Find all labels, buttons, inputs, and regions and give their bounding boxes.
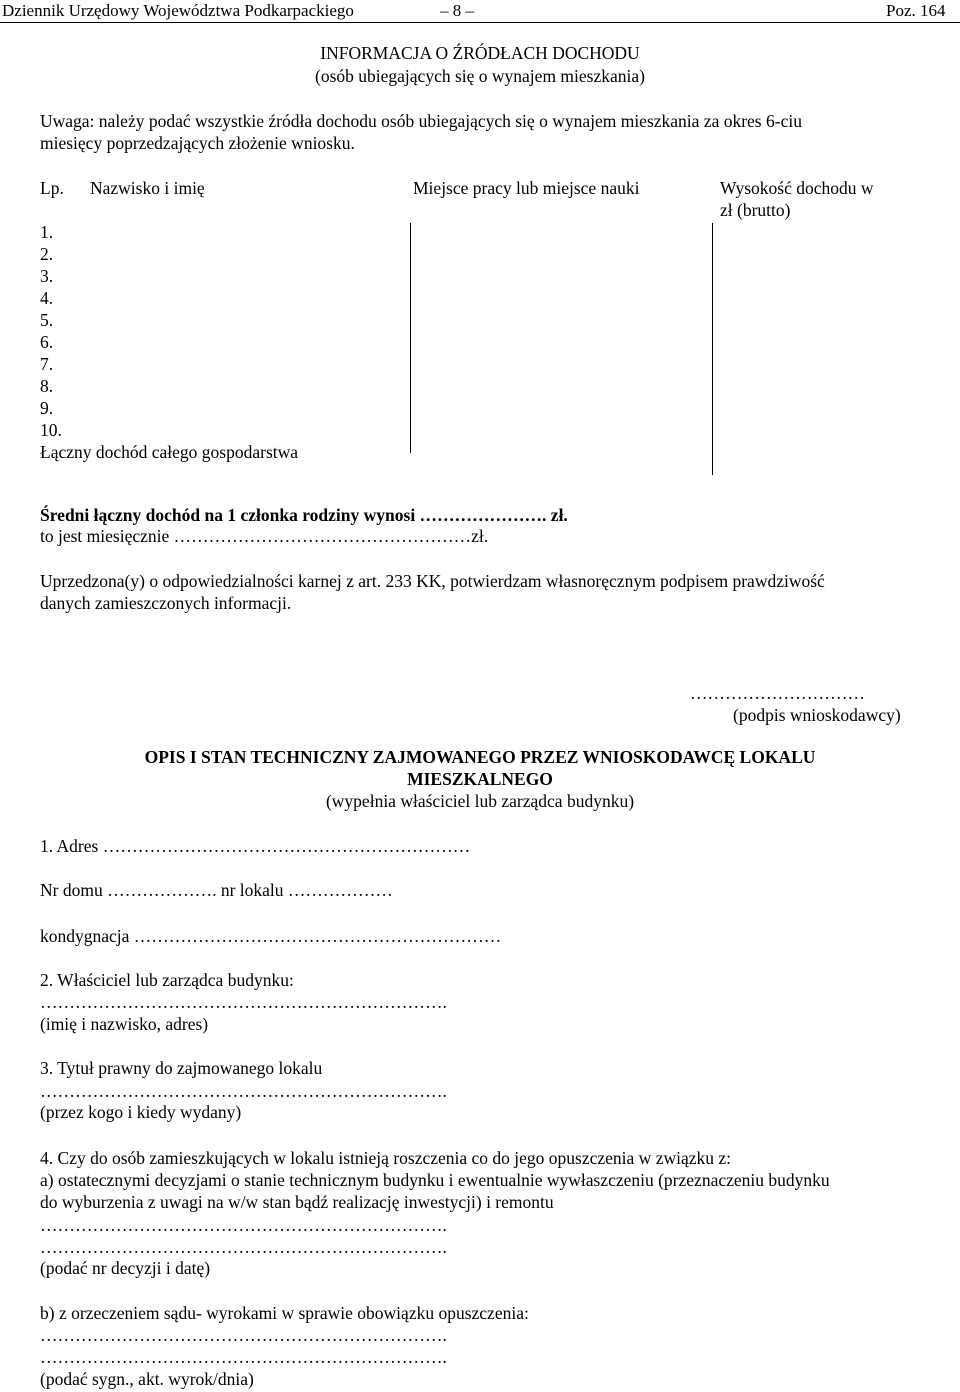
claims-a-hint: (podać nr decyzji i datę) xyxy=(40,1258,211,1278)
table-total-row xyxy=(40,441,920,463)
table-row xyxy=(40,397,920,419)
row-number: 2. xyxy=(40,244,54,264)
claims-heading: 4. Czy do osób zamieszkujących w lokalu istnieją roszczenia co do jego opuszczenia w związku z: xyxy=(40,1148,732,1168)
income-title: INFORMACJA O ŹRÓDŁACH DOCHODU xyxy=(320,43,640,63)
header-income-line2: zł (brutto) xyxy=(720,200,791,220)
claims-b-hint: (podać sygn., akt. wyrok/dnia) xyxy=(40,1369,254,1389)
table-row xyxy=(40,353,920,375)
row-number: 7. xyxy=(40,354,54,374)
table-row xyxy=(40,331,920,353)
signature-dots: ………………………… xyxy=(690,683,865,703)
claims-a-dots1: ……………………………………………………………. xyxy=(40,1215,447,1235)
table-row xyxy=(40,375,920,397)
row-number: 6. xyxy=(40,332,54,352)
table-row xyxy=(40,287,920,309)
description-subtitle: (wypełnia właściciel lub zarządca budynku) xyxy=(325,791,635,811)
page-header xyxy=(0,0,960,23)
row-number: 8. xyxy=(40,376,54,396)
table-row xyxy=(40,309,920,331)
journal-title: Dziennik Urzędowy Województwa Podkarpackiego xyxy=(2,1,354,20)
header-name: Nazwisko i imię xyxy=(90,178,205,198)
header-income xyxy=(720,177,920,221)
table-column-divider xyxy=(712,223,713,475)
header-workplace: Miejsce pracy lub miejsce nauki xyxy=(413,178,640,198)
owner-title: 2. Właściciel lub zarządca budynku: xyxy=(40,970,294,990)
row-number: 1. xyxy=(40,222,54,242)
legal-title-heading: 3. Tytuł prawny do zajmowanego lokalu xyxy=(40,1058,323,1078)
claims-b-line: b) z orzeczeniem sądu- wyrokami w sprawie obowiązku opuszczenia: xyxy=(40,1303,529,1323)
row-number: 5. xyxy=(40,310,54,330)
row-number: 9. xyxy=(40,398,54,418)
income-subtitle: (osób ubiegających się o wynajem mieszkania) xyxy=(315,66,645,86)
owner-dots: ……………………………………………………………. xyxy=(40,992,447,1012)
average-income-line: Średni łączny dochód na 1 członka rodziny wynosi …………………. zł. xyxy=(40,505,568,525)
page-number: – 8 – xyxy=(440,1,474,20)
claims-a-line2: do wyburzenia z uwagi na w/w stan bądź realizację inwestycji) i remontu xyxy=(40,1192,554,1212)
house-number-field: Nr domu ………………. nr lokalu ……………… xyxy=(40,880,393,900)
header-income-line1: Wysokość dochodu w xyxy=(720,178,874,198)
legal-title-hint: (przez kogo i kiedy wydany) xyxy=(40,1102,242,1122)
table-column-divider xyxy=(410,223,411,453)
income-note-line1: Uwaga: należy podać wszystkie źródła dochodu osób ubiegających się o wynajem mieszkania za okres 6-ciu xyxy=(40,111,802,131)
floor-field: kondygnacja ……………………………………………………… xyxy=(40,926,502,946)
address-field: 1. Adres ……………………………………………………… xyxy=(40,836,471,856)
description-title-line1: OPIS I STAN TECHNICZNY ZAJMOWANEGO PRZEZ WNIOSKODAWCĘ LOKALU xyxy=(144,747,816,767)
claims-a-line1: a) ostatecznymi decyzjami o stanie technicznym budynku i ewentualnie wywłaszczeniu (przeznaczeniu budynku xyxy=(40,1170,830,1190)
table-row xyxy=(40,243,920,265)
header-lp: Lp. xyxy=(40,178,64,198)
claims-b-dots1: ……………………………………………………………. xyxy=(40,1325,447,1345)
table-row xyxy=(40,265,920,287)
claims-b-dots2: ……………………………………………………………. xyxy=(40,1347,447,1367)
table-row xyxy=(40,419,920,441)
claims-a-dots2: ……………………………………………………………. xyxy=(40,1237,447,1257)
declaration-line2: danych zamieszczonych informacji. xyxy=(40,593,292,613)
position-number: Poz. 164 xyxy=(886,1,946,20)
row-number: 3. xyxy=(40,266,54,286)
total-label: Łączny dochód całego gospodarstwa xyxy=(40,442,299,462)
income-table-header xyxy=(40,177,920,221)
monthly-income-line: to jest miesięcznie ……………………………………………zł. xyxy=(40,526,489,546)
income-table xyxy=(40,177,920,463)
row-number: 10. xyxy=(40,420,62,440)
owner-hint: (imię i nazwisko, adres) xyxy=(40,1014,209,1034)
row-number: 4. xyxy=(40,288,54,308)
legal-title-dots: ……………………………………………………………. xyxy=(40,1081,447,1101)
table-row xyxy=(40,221,920,243)
signature-label: (podpis wnioskodawcy) xyxy=(733,705,901,725)
income-note-line2: miesięcy poprzedzających złożenie wniosku. xyxy=(40,133,355,153)
description-title-line2: MIESZKALNEGO xyxy=(407,769,553,789)
declaration-line1: Uprzedzona(y) o odpowiedzialności karnej z art. 233 KK, potwierdzam własnoręcznym podpisem prawdziwość xyxy=(40,571,825,591)
